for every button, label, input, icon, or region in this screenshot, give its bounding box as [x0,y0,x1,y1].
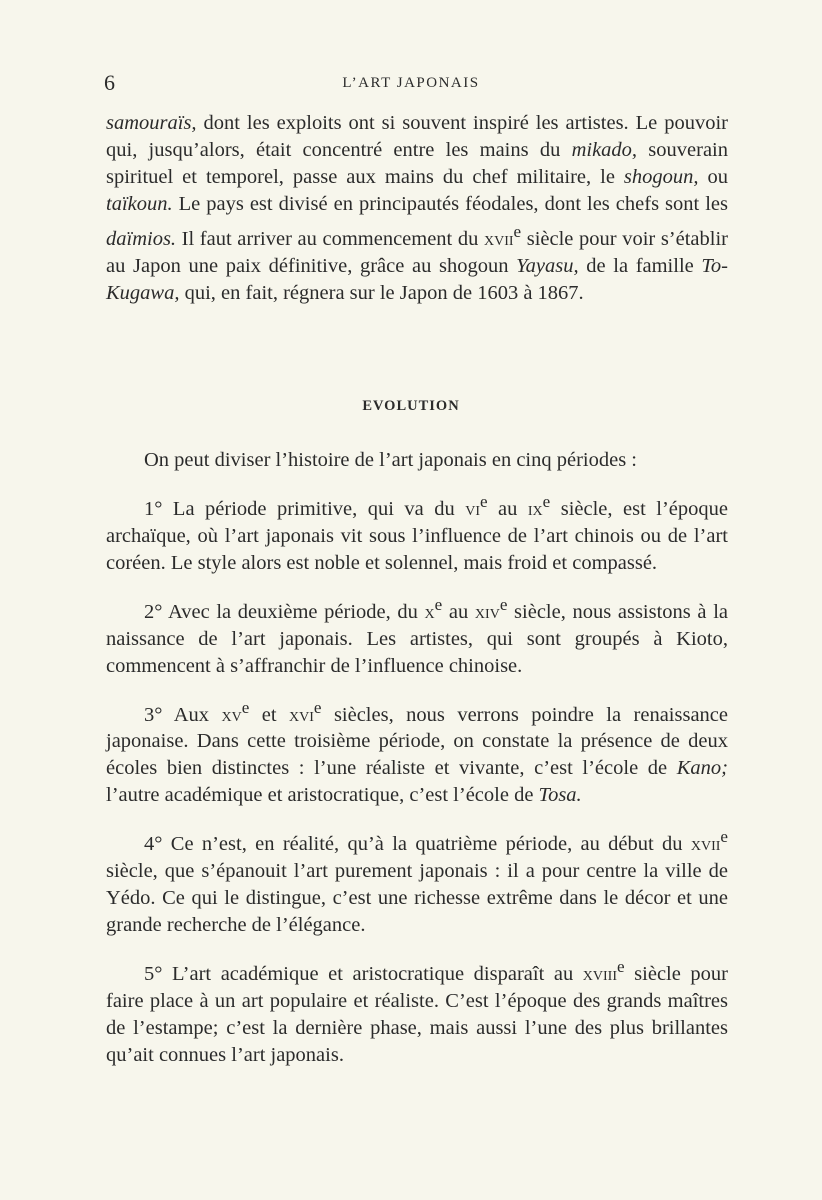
text-span: samouraïs, [106,112,197,134]
text-span: Tosa. [538,784,582,807]
superscript: e [617,957,625,977]
text-span: To-Kugawa, [106,254,729,304]
roman-numeral: vi [465,497,480,520]
text-span: ou [698,166,729,188]
text-span: dont les exploits ont si souvent inspiré les artistes. Le pouvoir qui, jusqu’alors, était concentré entre les mains du [106,112,728,161]
superscript: e [241,697,250,717]
superscript: e [479,492,488,511]
text-span: au [442,600,475,623]
text-span: 3° Aux [144,703,222,726]
superscript: e [720,827,728,847]
text-span: daïmios. [106,227,177,250]
section-heading: EVOLUTION [362,398,460,414]
running-title: L’ART JAPONAIS [342,75,480,91]
text-span: siècle pour faire place à un art populaire et réaliste. C’est l’époque des grands maîtres de l’estampe; c’est la dernière phase, mais aussi l’une des plus brillantes qu’ait connues l’art japonais. [106,963,728,1067]
text-span: shogoun, [623,166,699,188]
page-number: 6 [104,70,115,95]
superscript: e [313,697,322,717]
paragraph-intro: On peut diviser l’histoire de l’art japonais en cinq périodes : [144,449,638,471]
text-span: siècles, nous verrons poindre la renaissance japonaise. Dans cette troisième période, on constate la présence de deux écoles bien distinctes : l’une réaliste et vivante, c’est l’école de [106,703,728,780]
superscript: e [542,492,551,511]
text-span: au [487,497,528,520]
roman-numeral: xvii [690,833,721,856]
roman-numeral: xiv [474,600,500,623]
text-span: mikado, [571,139,638,161]
roman-numeral: xvii [483,227,514,250]
paragraph-period-4 [106,823,728,939]
superscript: e [513,222,522,241]
opening-paragraph-block [106,110,728,307]
roman-numeral: xvi [289,703,314,726]
text-span: souverain spirituel et temporel, passe aux mains du chef militaire, le [106,139,728,188]
roman-numeral: xviii [582,963,617,986]
text-span: 5° L’art académique et aristocratique disparaît au [144,963,583,986]
text-span: siècle, que s’épanouit l’art purement japonais : il a pour centre la ville de Yédo. Ce qui le distingue, c’est une richesse extrême dans le décor et une grande recherche de l’élégance. [106,860,728,937]
text-span: Yayasu, [516,254,579,277]
paragraph-period-3 [106,694,728,810]
roman-numeral: xv [221,703,242,726]
text-span: Il faut arriver au commencement du [176,227,484,250]
text-span: 1° La période primitive, qui va du [144,497,466,520]
superscript: e [434,594,443,614]
paragraph-period-2 [106,591,728,680]
paragraph-period-5 [106,953,728,1069]
roman-numeral: ix [527,497,543,520]
periods-block [106,447,728,1083]
text-span: l’autre académique et aristocratique, c’est l’école de [106,784,539,807]
text-span: Kano; [676,757,728,780]
text-span: et [249,703,290,726]
text-span: siècle pour voir s’établir au Japon une paix définitive, grâce au shogoun [106,227,728,277]
paragraph-samourais [106,110,728,307]
roman-numeral: x [424,600,435,623]
text-span: de la famille [578,254,702,277]
text-span: siècle, est l’époque archaïque, où l’art japonais vit sous l’influence de l’art chinois ou de l’art coréen. Le style alors est noble et solennel, mais froid et compassé. [106,497,728,574]
text-span: qui, en fait, régnera sur le Japon de 1603 à 1867. [179,281,584,304]
text-span: 4° Ce n’est, en réalité, qu’à la quatrième période, au début du [144,833,691,856]
text-span: 2° Avec la deuxième période, du [144,600,425,623]
text-span: taïkoun. [106,193,173,215]
text-span: siècle, nous assistons à la naissance de l’art japonais. Les artistes, qui sont groupés à Kioto, commencent à s’affranchir de l’influence chinoise. [106,600,728,677]
paragraph-period-1 [106,488,728,577]
text-span: Le pays est divisé en principautés féodales, dont les chefs sont les [172,193,728,215]
superscript: e [499,594,508,614]
